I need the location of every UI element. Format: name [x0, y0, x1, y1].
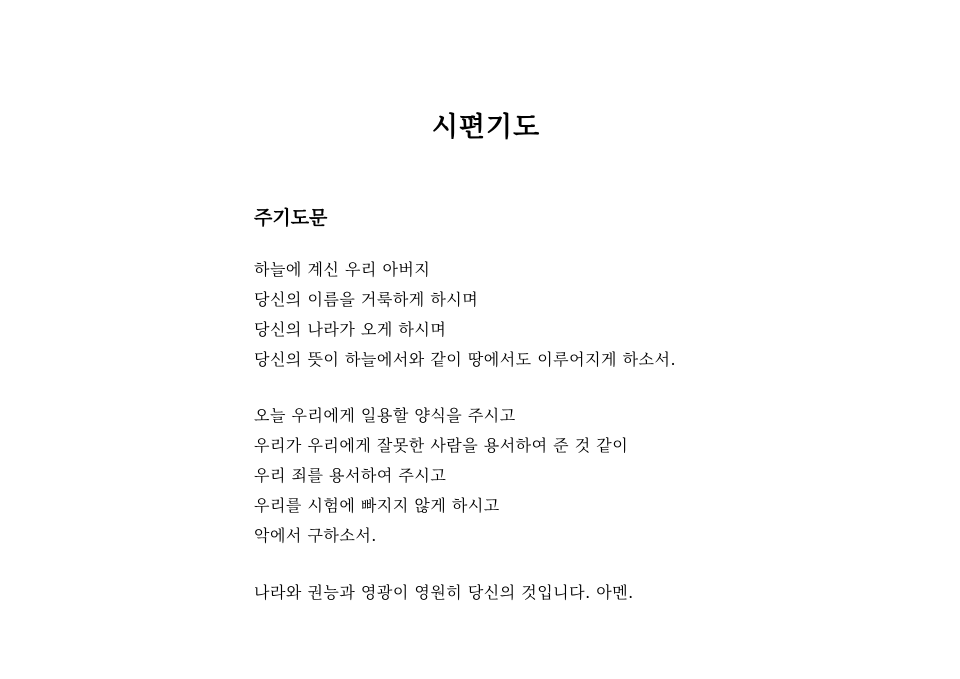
prayer-line: 당신의 뜻이 하늘에서와 같이 땅에서도 이루어지게 하소서. [254, 350, 677, 369]
prayer-line: 나라와 권능과 영광이 영원히 당신의 것입니다. 아멘. [254, 583, 634, 602]
prayer-stanza-1 [254, 255, 676, 375]
page-title: 시편기도 [431, 112, 541, 143]
section-title: 주기도문 [254, 207, 328, 229]
prayer-line: 우리 죄를 용서하여 주시고 [254, 466, 447, 485]
prayer-line: 오늘 우리에게 일용할 양식을 주시고 [254, 406, 516, 425]
prayer-stanza-3 [254, 578, 634, 608]
prayer-line: 하늘에 계신 우리 아버지 [254, 260, 431, 279]
prayer-line: 악에서 구하소서. [254, 526, 377, 545]
prayer-line: 우리가 우리에게 잘못한 사람을 용서하여 준 것 같이 [254, 436, 629, 455]
prayer-line: 우리를 시험에 빠지지 않게 하시고 [254, 496, 500, 515]
prayer-line: 당신의 이름을 거룩하게 하시며 [254, 290, 479, 309]
prayer-stanza-2 [254, 401, 628, 551]
prayer-line: 당신의 나라가 오게 하시며 [254, 320, 447, 339]
